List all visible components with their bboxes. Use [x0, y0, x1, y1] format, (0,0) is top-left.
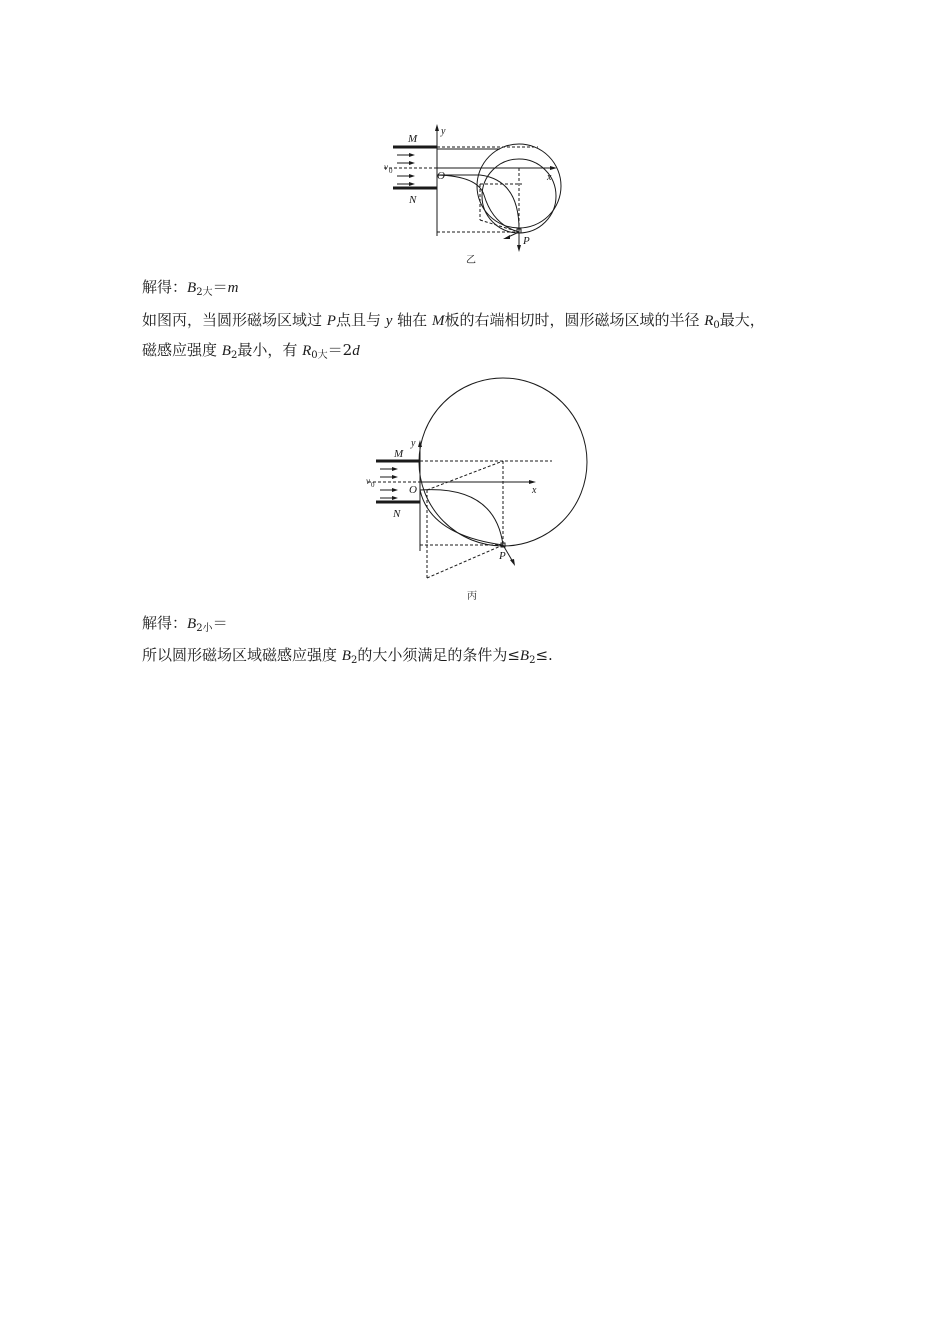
label-v0-sub: 0 — [389, 167, 393, 175]
line2-t2: 点且与 — [335, 311, 386, 329]
line3-b: B — [221, 343, 231, 359]
figure-yi-diagram — [370, 120, 580, 270]
text-line-1 — [142, 277, 238, 303]
text-line-2 — [142, 310, 765, 336]
line1-prefix: 解得： — [142, 278, 188, 296]
line3-r: R — [302, 343, 312, 359]
label-v0-sub: 0 — [371, 481, 375, 489]
line1-sub: 2大 — [196, 287, 213, 298]
label-v0: v — [384, 162, 388, 172]
line4-eq: ＝ — [212, 614, 228, 632]
line5-t3: ≤. — [535, 646, 553, 664]
line5-t2: 的大小须满足的条件为≤ — [357, 646, 520, 664]
line2-r: R — [704, 313, 714, 329]
line3-sub: 2 — [230, 350, 238, 361]
line3-eq: ＝2 — [327, 341, 353, 359]
line4-sub: 2小 — [196, 623, 213, 634]
text-line-4 — [142, 613, 228, 639]
label-m: M — [394, 448, 404, 460]
line3-t2: 最小，有 — [237, 341, 303, 359]
label-n: N — [409, 194, 417, 206]
line1-m: m — [227, 280, 239, 296]
line5-b: B — [341, 648, 351, 664]
line5-b2: B — [519, 648, 530, 664]
label-p: P — [523, 235, 530, 247]
line2-t4: 板的右端相切时，圆形磁场区域的半径 — [444, 311, 705, 329]
text-line-3 — [142, 340, 360, 366]
label-y: y — [411, 438, 416, 449]
label-n: N — [393, 508, 401, 520]
label-x: x — [532, 485, 537, 496]
line5-t1: 所以圆形磁场区域磁感应强度 — [142, 646, 342, 664]
label-o: O — [437, 170, 445, 182]
line2-t5: 最大， — [719, 311, 765, 329]
line4-b: B — [187, 616, 197, 632]
line5-sub2: 2 — [529, 655, 536, 666]
line2-t3: 轴在 — [392, 311, 432, 329]
line4-prefix: 解得： — [142, 614, 188, 632]
figure-bing-diagram — [360, 372, 600, 604]
text-line-5 — [142, 645, 553, 671]
label-m: M — [408, 133, 418, 145]
line5-sub: 2 — [350, 655, 358, 666]
line1-eq: ＝ — [212, 278, 228, 296]
figure-yi — [370, 120, 580, 270]
line2-p: P — [326, 313, 336, 329]
line2-t1: 如图丙，当圆形磁场区域过 — [142, 311, 327, 329]
label-x: x — [547, 172, 552, 183]
line2-rsub: 0 — [713, 320, 720, 331]
label-v0: v — [366, 476, 370, 486]
line3-d: d — [352, 343, 360, 359]
figure-bing — [360, 372, 600, 604]
line3-t1: 磁感应强度 — [142, 341, 222, 359]
trajectory — [420, 490, 503, 545]
label-y: y — [441, 126, 446, 137]
incoming-arrows — [380, 467, 398, 500]
line1-b: B — [187, 280, 197, 296]
line2-m: M — [431, 313, 445, 329]
line3-rsub: 0大 — [311, 350, 328, 361]
figure-bing-caption: 丙 — [467, 591, 477, 602]
incoming-arrows — [397, 153, 415, 186]
label-p: P — [499, 550, 506, 562]
line2-y: y — [385, 313, 393, 329]
figure-yi-caption: 乙 — [466, 255, 476, 266]
label-o: O — [409, 484, 417, 496]
